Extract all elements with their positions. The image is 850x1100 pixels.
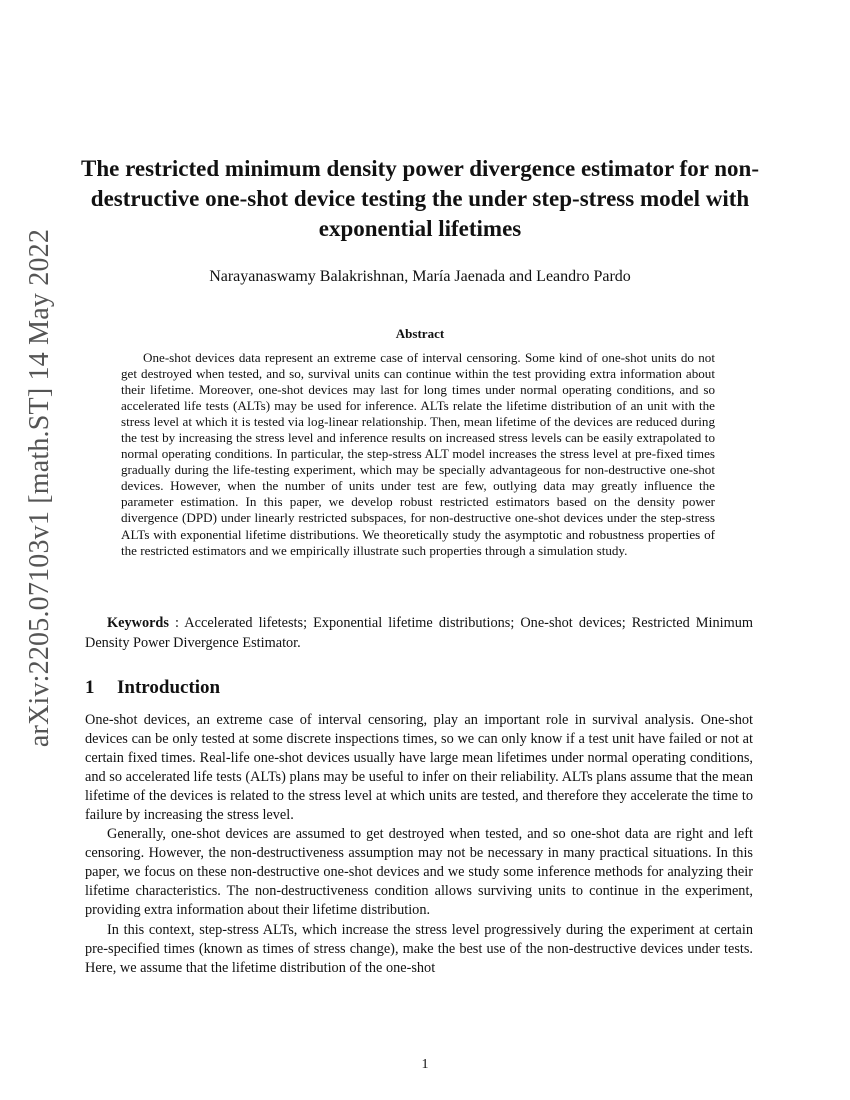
- section-heading: [85, 676, 220, 700]
- paragraph: One-shot devices, an extreme case of interval censoring, play an important role in survival analysis. One-shot devices can be only tested at some discrete inspections times, so we can only know if a test unit have failed or not at certain fixed times. Real-life one-shot devices usually have large mean lifetimes under normal operating conditions, and so accelerated life tests (ALTs) plans may be useful to infer on their reliability. ALTs plans assume that the mean lifetime of the devices is related to the stress level at which units are tested, and therefore they accelerate the time to failure by increasing the stress level.: [85, 712, 753, 824]
- paragraph: In this context, step-stress ALTs, which increase the stress level progressively during the experiment at certain pre-specified times (known as times of stress change), make the best use of the non-destructive devices under tests. Here, we assume that the lifetime distribution of the one-shot: [85, 921, 753, 976]
- keywords: [85, 613, 753, 653]
- page-number: 1: [421, 1057, 429, 1072]
- paragraph: Generally, one-shot devices are assumed to get destroyed when tested, and so one-shot data are right and left censoring. However, the non-destructiveness assumption may not be necessary in many practical situations. In this paper, we focus on these non-destructive one-shot devices and we study some inference methods for analyzing their lifetime characteristics. The non-destructiveness condition allows surviving units to continue in the experiment, providing extra information about their lifetime distribution.: [85, 826, 753, 919]
- section-number: 1: [85, 677, 95, 698]
- section-body: [85, 711, 753, 978]
- keywords-text: Accelerated lifetests; Exponential lifetime distributions; One-shot devices; Restricted Minimum Density Power Divergence Estimator.: [85, 615, 753, 651]
- keywords-label: Keywords: [107, 615, 169, 631]
- abstract-text: One-shot devices data represent an extreme case of interval censoring. Some kind of one-shot units do not get destroyed when tested, and so, survival units can continue within the test providing extra information about their lifetime. Moreover, one-shot devices may last for long times under normal operating conditions, and so accelerated life tests (ALTs) may be used for inference. ALTs relate the lifetime distribution of an unit with the stress level at which it is tested via log-linear relationship. Then, mean lifetime of the devices are reduced during the test by increasing the stress level and inference results on increased stress levels can be easily extrapolated to normal operating conditions. In particular, the step-stress ALT model increases the stress level at pre-fixed times gradually during the life-testing experiment, which may be specially advantageous for non-destructive one-shot devices. However, when the number of units under test are few, outlying data may greatly influence the parameter estimation. In this paper, we develop robust restricted estimators based on the density power divergence (DPD) under linearly restricted subspaces, for non-destructive one-shot devices under the step-stress ALTs with exponential lifetime distributions. We theoretically study the asymptotic and robustness properties of the restricted estimators and we empirically illustrate such properties through a simulation study.: [121, 350, 715, 558]
- section-title: Introduction: [117, 677, 221, 698]
- paper-title: The restricted minimum density power divergence estimator for non-destructive one-shot device testing the under step-stress model with exponential lifetimes: [81, 156, 759, 241]
- keywords-separator: :: [168, 615, 185, 631]
- abstract-heading: Abstract: [395, 326, 445, 341]
- arxiv-identifier-stamp[interactable]: arXiv:2205.07103v1 [math.ST] 14 May 2022: [24, 228, 55, 748]
- author-list: Narayanaswamy Balakrishnan, María Jaenada and Leandro Pardo: [209, 268, 631, 285]
